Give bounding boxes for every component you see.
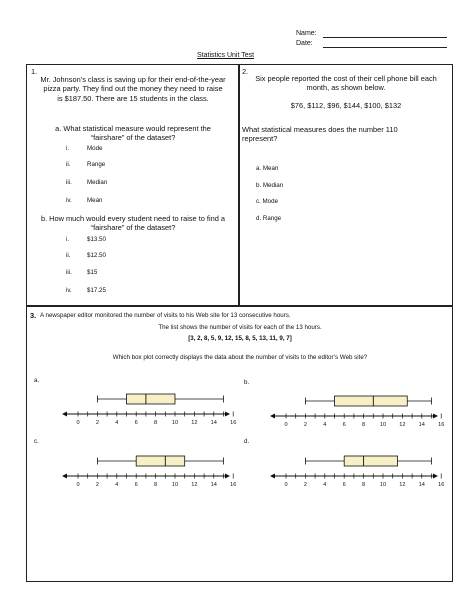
- tick-label: 0: [76, 482, 80, 488]
- q2-question: What statistical measures does the number 110 represent?: [242, 125, 398, 144]
- q1-part-b: b. How much would every student need to raise to find a “fairshare” of the dataset?: [40, 214, 226, 233]
- iqr-box: [136, 456, 185, 466]
- tick-label: 6: [134, 482, 138, 488]
- q1-prompt: Mr. Johnson’s class is saving up for their end-of-the-year pizza party. They find out the money they need to raise is $187.50. There are 15 students in the class.: [40, 75, 226, 103]
- date-field[interactable]: [323, 47, 447, 48]
- option-number: i.: [66, 236, 70, 243]
- arrow-left-icon: [270, 474, 275, 479]
- arrow-left-icon: [62, 412, 67, 417]
- choice-label-c: c.: [34, 438, 39, 445]
- tick-label: 2: [303, 482, 307, 488]
- q3-line2: The list shows the number of visits for each of the 13 hours.: [158, 324, 322, 331]
- q3-cell: [26, 305, 453, 582]
- option-text: $17.25: [87, 287, 106, 294]
- tick-label: 12: [399, 422, 406, 428]
- q1-number: 1.: [31, 67, 38, 76]
- iqr-box: [344, 456, 397, 466]
- q2-values: $76, $112, $96, $144, $100, $132: [290, 101, 402, 110]
- tick-label: 16: [438, 422, 445, 428]
- choice-label-b: b.: [244, 379, 250, 386]
- name-label: Name:: [296, 30, 317, 37]
- q2-option: c. Mode: [256, 198, 279, 205]
- date-label: Date:: [296, 40, 313, 47]
- option-text: $12.50: [87, 252, 106, 259]
- arrow-right-icon: [433, 474, 438, 479]
- choice-label-d: d.: [244, 438, 250, 445]
- arrow-right-icon: [433, 414, 438, 419]
- q2-option: d. Range: [256, 215, 282, 222]
- arrow-left-icon: [62, 474, 67, 479]
- tick-label: 10: [171, 482, 179, 488]
- option-number: ii.: [66, 161, 71, 168]
- tick-label: 8: [154, 482, 158, 488]
- tick-label: 10: [171, 420, 179, 426]
- arrow-right-icon: [225, 474, 230, 479]
- tick-label: 0: [284, 482, 288, 488]
- tick-label: 0: [76, 420, 80, 426]
- option-number: iii.: [66, 179, 72, 186]
- tick-label: 12: [191, 482, 198, 488]
- option-number: ii.: [66, 252, 71, 259]
- tick-label: 4: [115, 482, 119, 488]
- tick-label: 14: [210, 420, 217, 426]
- tick-label: 6: [342, 482, 346, 488]
- tick-label: 2: [95, 482, 99, 488]
- tick-label: 2: [95, 420, 99, 426]
- tick-label: 16: [438, 482, 445, 488]
- option-text: $15: [87, 269, 98, 276]
- name-field[interactable]: [323, 37, 447, 38]
- tick-label: 16: [230, 420, 237, 426]
- q1-part-a: a. What statistical measure would represent the “fairshare” of the dataset?: [55, 124, 211, 143]
- option-text: $13.50: [87, 236, 106, 243]
- page-title: Statistics Unit Test: [197, 52, 255, 59]
- arrow-right-icon: [225, 412, 230, 417]
- option-number: iv.: [66, 197, 72, 204]
- q3-question: Which box plot correctly displays the data about the number of visits to the editor’s Web site?: [112, 354, 368, 361]
- tick-label: 12: [191, 420, 198, 426]
- tick-label: 16: [230, 482, 237, 488]
- tick-label: 4: [323, 482, 327, 488]
- tick-label: 4: [115, 420, 119, 426]
- tick-label: 14: [210, 482, 217, 488]
- q2-option: b. Median: [256, 182, 284, 189]
- tick-label: 10: [379, 422, 387, 428]
- option-text: Median: [87, 179, 108, 186]
- box-plot-c[interactable]: [60, 446, 237, 492]
- tick-label: 0: [284, 422, 288, 428]
- tick-label: 14: [418, 422, 425, 428]
- q2-option: a. Mean: [256, 165, 279, 172]
- option-number: iii.: [66, 269, 72, 276]
- box-plot-a[interactable]: [60, 384, 237, 430]
- tick-label: 10: [379, 482, 387, 488]
- tick-label: 4: [323, 422, 327, 428]
- tick-label: 12: [399, 482, 406, 488]
- tick-label: 14: [418, 482, 425, 488]
- box-plot-d[interactable]: [268, 446, 445, 492]
- arrow-left-icon: [270, 414, 275, 419]
- q2-prompt: Six people reported the cost of their cell phone bill each month, as shown below.: [255, 74, 437, 93]
- option-text: Range: [87, 161, 106, 168]
- iqr-box: [335, 396, 408, 406]
- box-plot-b[interactable]: [268, 386, 445, 432]
- q3-number: 3.: [30, 311, 37, 320]
- iqr-box: [127, 394, 176, 404]
- q2-number: 2.: [242, 67, 249, 76]
- tick-label: 6: [342, 422, 346, 428]
- choice-label-a: a.: [34, 377, 40, 384]
- option-number: i.: [66, 145, 70, 152]
- option-number: iv.: [66, 287, 72, 294]
- tick-label: 8: [154, 420, 158, 426]
- tick-label: 6: [134, 420, 138, 426]
- tick-label: 8: [362, 422, 366, 428]
- tick-label: 8: [362, 482, 366, 488]
- option-text: Mode: [87, 145, 103, 152]
- tick-label: 2: [303, 422, 307, 428]
- option-text: Mean: [87, 197, 103, 204]
- q3-line1: A newspaper editor monitored the number of visits to his Web site for 13 consecutive hours.: [40, 312, 291, 319]
- q3-data-list: [3, 2, 8, 5, 9, 12, 15, 8, 5, 13, 11, 9, 7]: [188, 335, 292, 342]
